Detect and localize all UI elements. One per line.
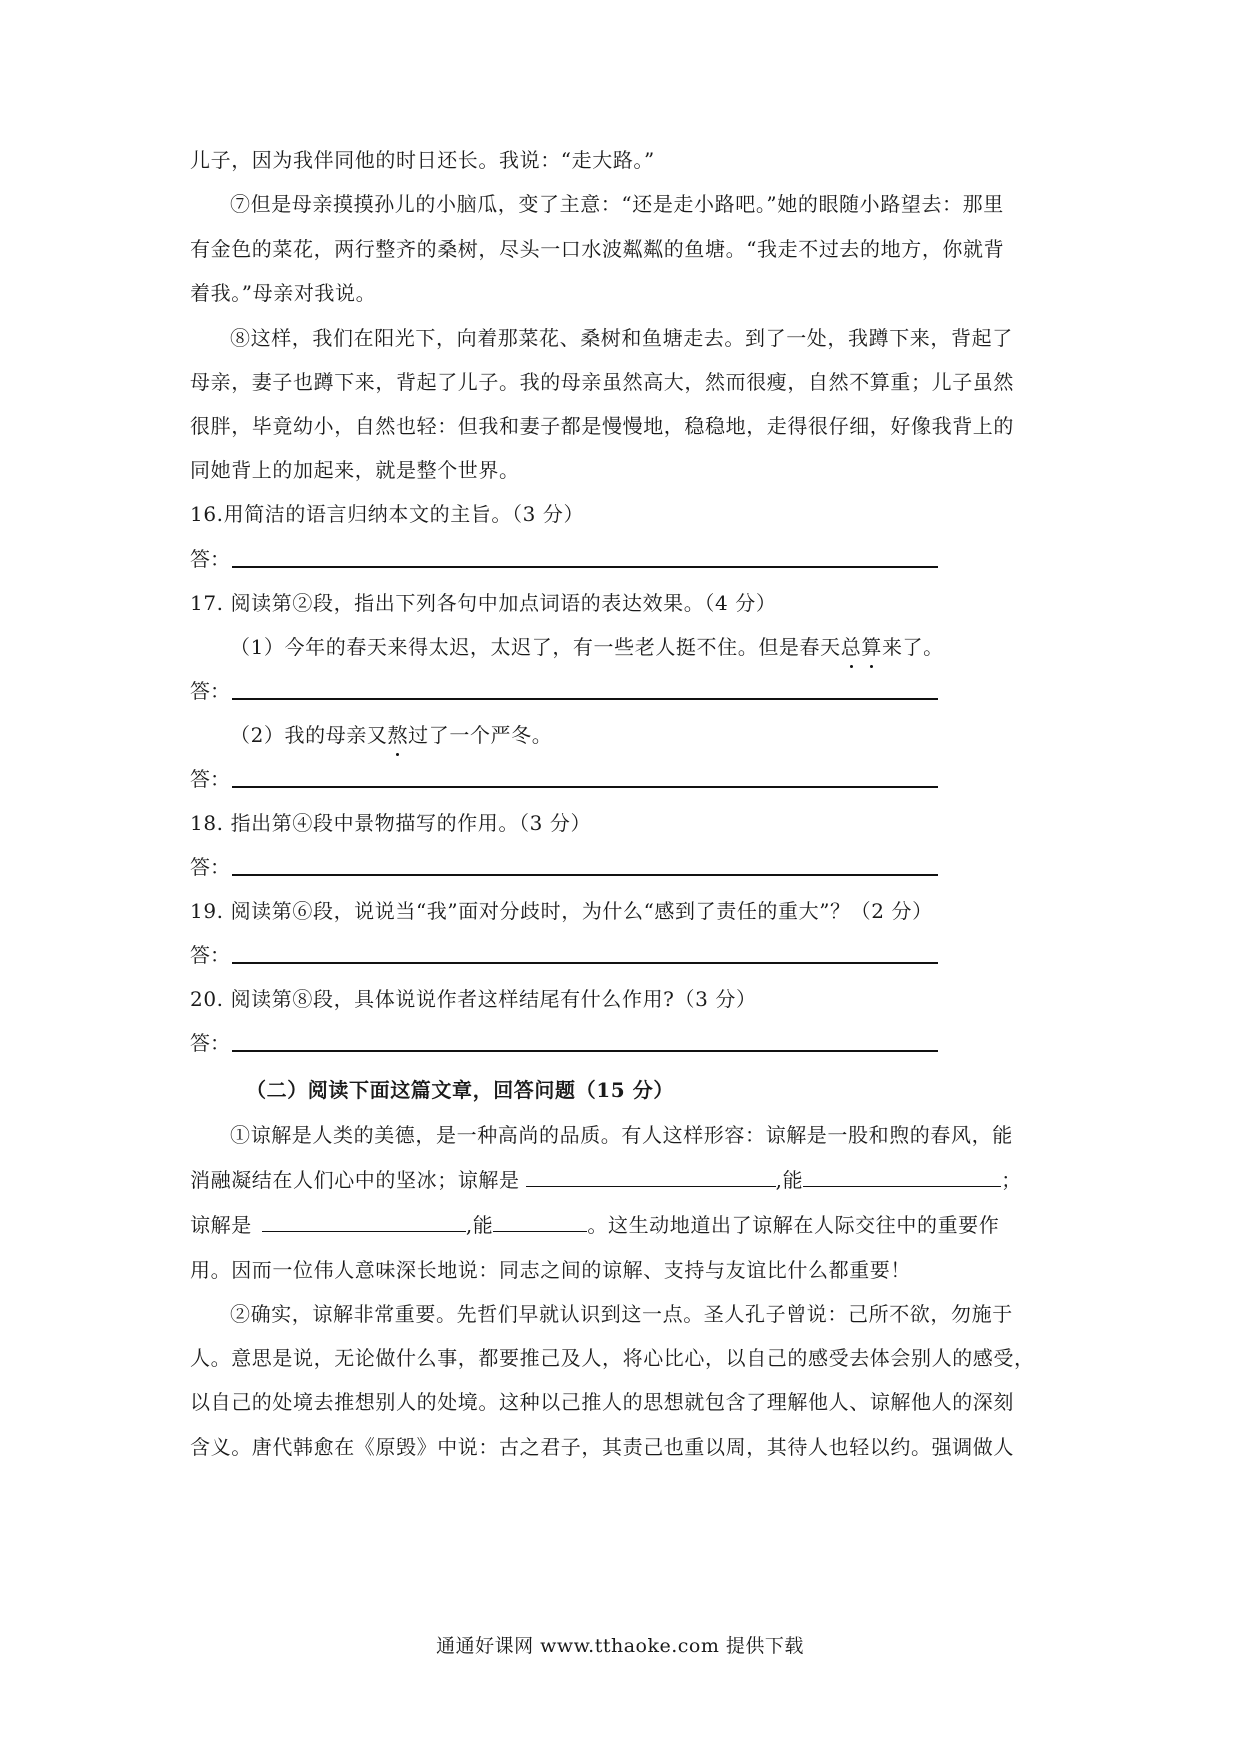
section-2-paragraph-1-line-3 xyxy=(190,1210,1060,1240)
section-2-heading: （二）阅读下面这篇文章，回答问题（15 分） xyxy=(246,1078,674,1102)
paragraph-8-line-3: 很胖，毕竟幼小，自然也轻：但我和妻子都是慢慢地，稳稳地，走得很仔细，好像我背上的 xyxy=(190,414,1014,438)
sentence-text: ； xyxy=(1001,1168,1022,1192)
answer-line-19[interactable] xyxy=(232,962,938,964)
answer-label: 答： xyxy=(190,943,230,967)
sentence-text: （1）今年的春天来得太迟，太迟了，有一些老人挺不住。但是春天 xyxy=(230,635,841,659)
answer-label: 答： xyxy=(190,547,230,571)
answer-line-17-1[interactable] xyxy=(232,698,938,700)
sentence-text: ,能 xyxy=(775,1168,804,1192)
paragraph-8-line-2: 母亲，妻子也蹲下来，背起了儿子。我的母亲虽然高大，然而很瘦，自然不算重；儿子虽然 xyxy=(190,370,1014,394)
question-19: 19. 阅读第⑥段，说说当“我”面对分歧时，为什么“感到了责任的重大”？（2 分） xyxy=(190,899,933,923)
sentence-text: 谅解是 xyxy=(190,1213,252,1237)
section-2-paragraph-1-line-1: ①谅解是人类的美德，是一种高尚的品质。有人这样形容：谅解是一股和煦的春风，能 xyxy=(230,1123,1013,1147)
sentence-text: 。这生动地道出了谅解在人际交往中的重要作 xyxy=(587,1213,1000,1237)
emphasis-char: 熬 xyxy=(388,720,409,750)
fill-blank-2[interactable] xyxy=(803,1166,1001,1187)
sentence-text: 过了一个严冬。 xyxy=(408,723,553,747)
sentence-text: （2）我的母亲又 xyxy=(230,723,388,747)
answer-label: 答： xyxy=(190,767,230,791)
paragraph-8-line-4: 同她背上的加起来，就是整个世界。 xyxy=(190,458,520,482)
paragraph-7-line-2: 有金色的菜花，两行整齐的桑树，尽头一口水波粼粼的鱼塘。“我走不过去的地方，你就背 xyxy=(190,237,1005,261)
question-17-sentence-2 xyxy=(230,720,1060,750)
answer-line-18[interactable] xyxy=(232,874,938,876)
question-17-sentence-1 xyxy=(230,632,1060,662)
section-2-paragraph-2-line-3: 以自己的处境去推想别人的处境。这种以己推人的思想就包含了理解他人、谅解他人的深刻 xyxy=(190,1390,1014,1414)
section-2-paragraph-2-line-2: 人。意思是说，无论做什么事，都要推己及人，将心比心，以自己的感受去体会别人的感受， xyxy=(190,1346,1035,1370)
answer-line-17-2[interactable] xyxy=(232,786,938,788)
section-2-paragraph-1-line-4: 用。因而一位伟人意味深长地说：同志之间的谅解、支持与友谊比什么都重要！ xyxy=(190,1258,911,1282)
sentence-text: ,能 xyxy=(465,1213,494,1237)
sentence-text: 来了。 xyxy=(881,635,944,659)
answer-line-20[interactable] xyxy=(232,1050,938,1052)
answer-label: 答： xyxy=(190,1031,230,1055)
section-2-paragraph-2-line-1: ②确实，谅解非常重要。先哲们早就认识到这一点。圣人孔子曾说：己所不欲，勿施于 xyxy=(230,1302,1013,1326)
emphasis-char: 总 xyxy=(841,632,862,662)
answer-label: 答： xyxy=(190,855,230,879)
fill-blank-1[interactable] xyxy=(526,1166,776,1187)
paragraph-7-line-3: 着我。”母亲对我说。 xyxy=(190,281,377,305)
page-footer: 通通好课网 www.tthaoke.com 提供下载 xyxy=(436,1635,804,1657)
emphasis-char: 算 xyxy=(861,632,882,662)
section-2-paragraph-1-line-2 xyxy=(190,1165,1060,1195)
question-18: 18. 指出第④段中景物描写的作用。（3 分） xyxy=(190,811,592,835)
fill-blank-3[interactable] xyxy=(262,1211,466,1232)
passage-line: 儿子，因为我伴同他的时日还长。我说：“走大路。” xyxy=(190,148,655,172)
answer-label: 答： xyxy=(190,679,230,703)
question-17: 17. 阅读第②段，指出下列各句中加点词语的表达效果。（4 分） xyxy=(190,591,777,615)
paragraph-7-line-1: ⑦但是母亲摸摸孙儿的小脑瓜，变了主意：“还是走小路吧。”她的眼随小路望去：那里 xyxy=(230,192,1004,216)
question-16: 16.用简洁的语言归纳本文的主旨。（3 分） xyxy=(190,502,585,526)
answer-line-16[interactable] xyxy=(232,566,938,568)
paragraph-8-line-1: ⑧这样，我们在阳光下，向着那菜花、桑树和鱼塘走去。到了一处，我蹲下来，背起了 xyxy=(230,326,1013,350)
question-20: 20. 阅读第⑧段，具体说说作者这样结尾有什么作用?（3 分） xyxy=(190,987,757,1011)
sentence-text: 消融凝结在人们心中的坚冰；谅解是 xyxy=(190,1168,520,1192)
section-2-paragraph-2-line-4: 含义。唐代韩愈在《原毁》中说：古之君子，其责己也重以周，其待人也轻以约。强调做人 xyxy=(190,1435,1014,1459)
fill-blank-4[interactable] xyxy=(493,1211,587,1232)
